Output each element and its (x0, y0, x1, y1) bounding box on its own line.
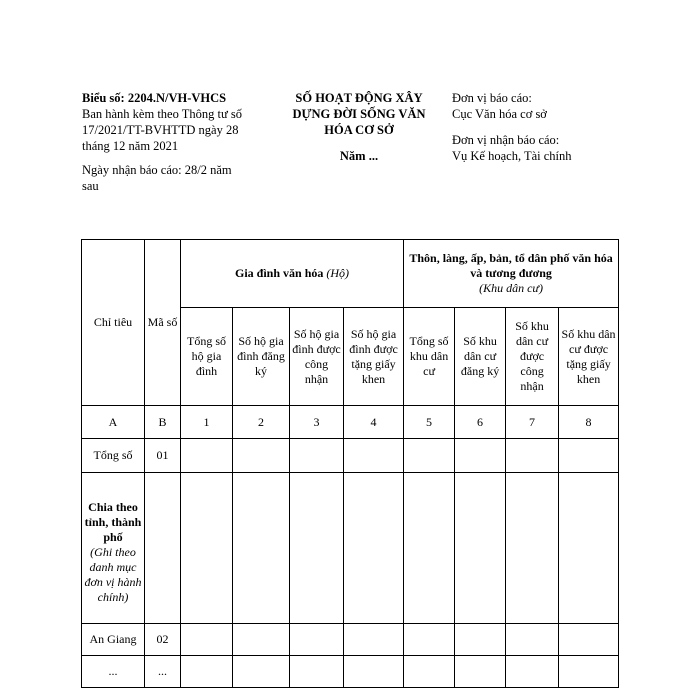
data-cell (290, 439, 344, 473)
receiving-unit: Vụ Kế hoạch, Tài chính (452, 149, 572, 163)
row-note: (Ghi theo danh mục đơn vị hành chính) (84, 544, 142, 604)
data-cell (344, 439, 404, 473)
col-header-code: Mã số (145, 240, 181, 406)
row-code (145, 473, 181, 624)
data-cell (404, 473, 455, 624)
data-cell (404, 439, 455, 473)
data-cell (181, 656, 233, 688)
data-cell (559, 473, 619, 624)
receive-date-line-1: Ngày nhận báo cáo: 28/2 năm (82, 163, 232, 177)
data-cell (181, 439, 233, 473)
group-header-residential-areas (404, 240, 619, 308)
receive-date-line-2: sau (82, 179, 99, 193)
row-code: 01 (145, 439, 181, 473)
form-info (82, 90, 257, 194)
row-code: ... (145, 656, 181, 688)
index-cell: 1 (181, 406, 233, 439)
index-cell: 8 (559, 406, 619, 439)
data-cell (559, 439, 619, 473)
group-header-cultural-families (181, 240, 404, 308)
report-table (81, 239, 619, 688)
data-cell (233, 656, 290, 688)
data-cell (233, 439, 290, 473)
data-cell (233, 473, 290, 624)
sub-header: Số hộ gia đình được công nhận (290, 308, 344, 406)
data-cell (559, 624, 619, 656)
issued-line-2: 17/2021/TT-BVHTTD ngày 28 (82, 123, 239, 137)
index-cell: 2 (233, 406, 290, 439)
data-cell (290, 473, 344, 624)
data-cell (506, 473, 559, 624)
data-cell (455, 624, 506, 656)
index-row (82, 406, 619, 439)
data-cell (181, 473, 233, 624)
form-code: Biểu số: 2204.N/VH-VHCS (82, 91, 227, 105)
group1-unit: (Hộ) (326, 266, 350, 280)
index-cell: B (145, 406, 181, 439)
data-cell (506, 624, 559, 656)
reporting-unit-label: Đơn vị báo cáo: (452, 91, 532, 105)
table-row (82, 656, 619, 688)
data-cell (404, 656, 455, 688)
issued-line-3: tháng 12 năm 2021 (82, 139, 179, 153)
data-cell (455, 439, 506, 473)
sub-header: Số khu dân cư được công nhận (506, 308, 559, 406)
index-cell: A (82, 406, 145, 439)
col-header-indicator: Chỉ tiêu (82, 240, 145, 406)
index-cell: 7 (506, 406, 559, 439)
row-label: Tổng số (82, 439, 145, 473)
data-cell (344, 624, 404, 656)
issued-line-1: Ban hành kèm theo Thông tư số (82, 107, 242, 121)
row-label: An Giang (82, 624, 145, 656)
sub-header: Số khu dân cư được tặng giấy khen (559, 308, 619, 406)
title-line-2: DỰNG ĐỜI SỐNG VĂN (292, 107, 426, 121)
index-cell: 6 (455, 406, 506, 439)
data-cell (344, 473, 404, 624)
data-cell (233, 624, 290, 656)
group1-title: Gia đình văn hóa (235, 266, 324, 280)
index-cell: 4 (344, 406, 404, 439)
group2-title: Thôn, làng, ấp, bản, tổ dân phố văn hóa và tương đương (409, 251, 613, 280)
sub-header: Số khu dân cư đăng ký (455, 308, 506, 406)
sub-header: Tổng số hộ gia đình (181, 308, 233, 406)
row-label: Chia theo tỉnh, thành phố (84, 499, 142, 544)
data-cell (506, 439, 559, 473)
table-row (82, 624, 619, 656)
report-year: Năm ... (339, 149, 379, 163)
title-line-3: HÓA CƠ SỞ (324, 123, 394, 137)
data-cell (181, 624, 233, 656)
data-cell (455, 656, 506, 688)
sub-header: Số hộ gia đình được tặng giấy khen (344, 308, 404, 406)
receiving-unit-label: Đơn vị nhận báo cáo: (452, 133, 560, 147)
row-label: ... (82, 656, 145, 688)
data-cell (344, 656, 404, 688)
row-code: 02 (145, 624, 181, 656)
units-info (452, 90, 662, 164)
table-row (82, 439, 619, 473)
group2-unit: (Khu dân cư) (479, 281, 543, 295)
table-row (82, 473, 619, 624)
data-cell (404, 624, 455, 656)
index-cell: 3 (290, 406, 344, 439)
data-cell (290, 656, 344, 688)
data-cell (559, 656, 619, 688)
row-label-group (82, 473, 145, 624)
data-cell (290, 624, 344, 656)
title-line-1: SỐ HOẠT ĐỘNG XÂY (295, 91, 423, 105)
sub-header: Tổng số khu dân cư (404, 308, 455, 406)
data-cell (506, 656, 559, 688)
reporting-unit: Cục Văn hóa cơ sở (452, 107, 547, 121)
sub-header: Số hộ gia đình đăng ký (233, 308, 290, 406)
report-title (270, 90, 448, 164)
data-cell (455, 473, 506, 624)
index-cell: 5 (404, 406, 455, 439)
